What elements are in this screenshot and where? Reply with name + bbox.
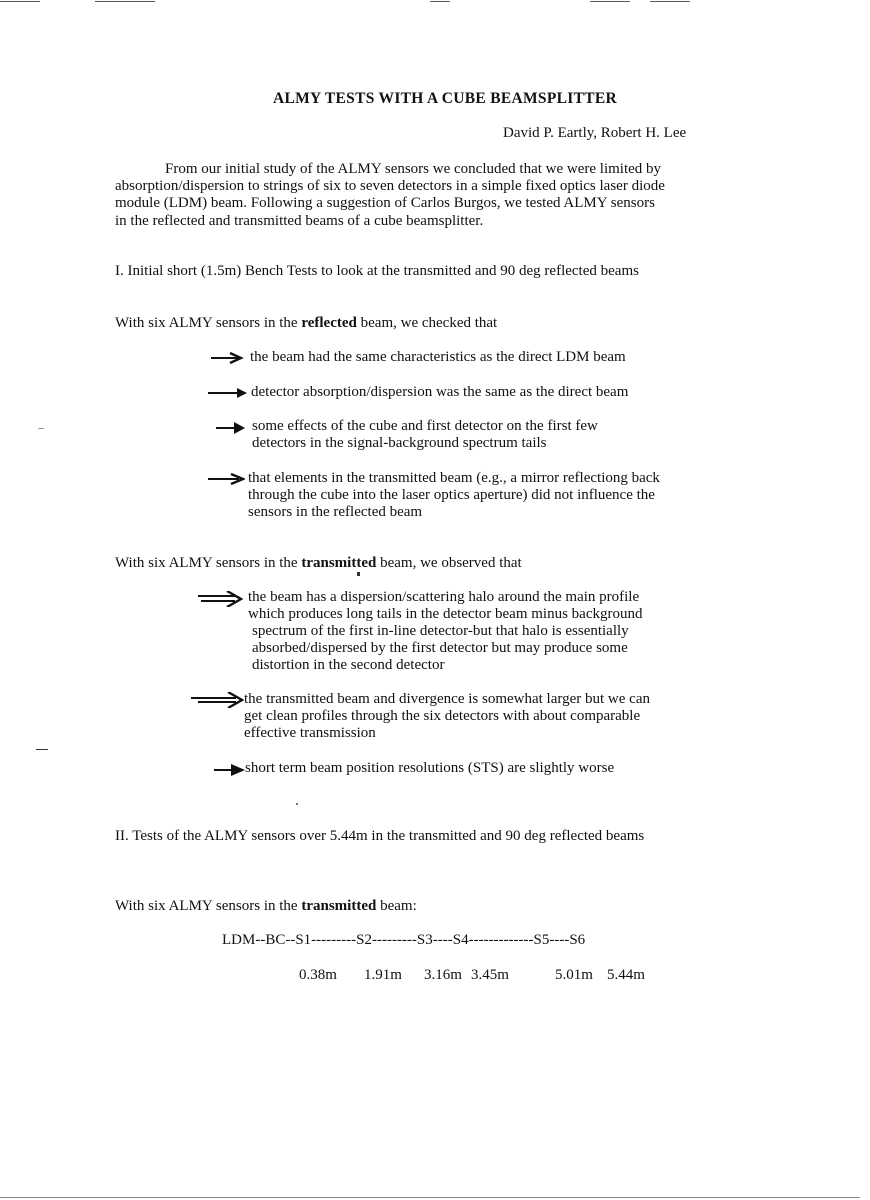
intro-line: absorption/dispersion to strings of six to seven detectors in a simple fixed optics laser diode [115,178,665,195]
intro-line: module (LDM) beam. Following a suggestion of Carlos Burgos, we tested ALMY sensors [115,195,655,212]
document-title: ALMY TESTS WITH A CUBE BEAMSPLITTER [273,90,617,107]
scan-edge-mark [430,1,450,2]
reflected-bullet: detector absorption/dispersion was the same as the direct beam [251,384,629,400]
hand-arrow-icon [207,473,245,485]
scan-edge-mark [0,1197,860,1198]
reflected-keyword: reflected [301,315,357,331]
distance-label: 5.44m [607,967,645,983]
intro-paragraph [115,161,735,230]
transmitted-bullet: the transmitted beam and divergence is somewhat larger but we can get clean profiles through the six detectors with about comparable effective transmission [244,691,650,741]
reflected-lead: With six ALMY sensors in the reflected beam, we checked that [115,315,498,331]
scan-edge-mark [0,1,40,2]
distance-label: 1.91m [364,967,402,983]
section-heading-2: II. Tests of the ALMY sensors over 5.44m in the transmitted and 90 deg reflected beams [115,828,645,844]
section-heading-1: I. Initial short (1.5m) Bench Tests to look at the transmitted and 90 deg reflected beams [115,263,639,279]
distance-label: 0.38m [299,967,337,983]
reflected-bullet: the beam had the same characteristics as the direct LDM beam [250,349,626,365]
distance-label: 5.01m [555,967,593,983]
hand-arrow-icon [213,763,247,775]
scan-edge-mark [95,1,155,2]
transmitted-bullet: the beam has a dispersion/scattering halo around the main profile which produces long tails in the detector beam minus background spectrum of the first in-line detector-but that halo is essentially absorbed/dispersed by the first detector but may produce some distortion in the second detector [248,589,643,673]
distance-label: 3.45m [471,967,509,983]
hand-arrow-icon [190,692,244,704]
hand-arrow-icon [207,387,249,399]
hand-arrow-icon [215,421,247,433]
distance-label: 3.16m [424,967,462,983]
sensor-sequence: LDM--BC--S1---------S2---------S3----S4-------------S5----S6 [222,932,586,948]
scan-speck [38,428,44,429]
intro-line: in the reflected and transmitted beams of a cube beamsplitter. [115,212,484,229]
hand-arrow-icon [197,591,243,603]
scan-edge-mark [650,1,690,2]
hand-arrow-icon [210,352,244,364]
transmitted-keyword: transmitted [301,555,377,571]
scan-speck [357,572,360,576]
transmitted-keyword: transmitted [301,898,377,914]
authors: David P. Eartly, Robert H. Lee [503,125,687,141]
transmitted-lead-2: With six ALMY sensors in the transmitted beam: [115,898,417,914]
transmitted-bullet: short term beam position resolutions (STS) are slightly worse [245,760,615,776]
intro-line: From our initial study of the ALMY sensors we concluded that we were limited by [165,161,662,177]
scan-speck [296,803,298,805]
transmitted-lead: With six ALMY sensors in the transmitted beam, we observed that [115,555,522,571]
scan-edge-mark [590,1,630,2]
reflected-bullet: some effects of the cube and first detector on the first few detectors in the signal-background spectrum tails [252,418,598,451]
scan-speck [36,749,48,750]
reflected-bullet: that elements in the transmitted beam (e.g., a mirror reflectiong back through the cube into the laser optics aperture) did not influence the sensors in the reflected beam [248,470,660,520]
